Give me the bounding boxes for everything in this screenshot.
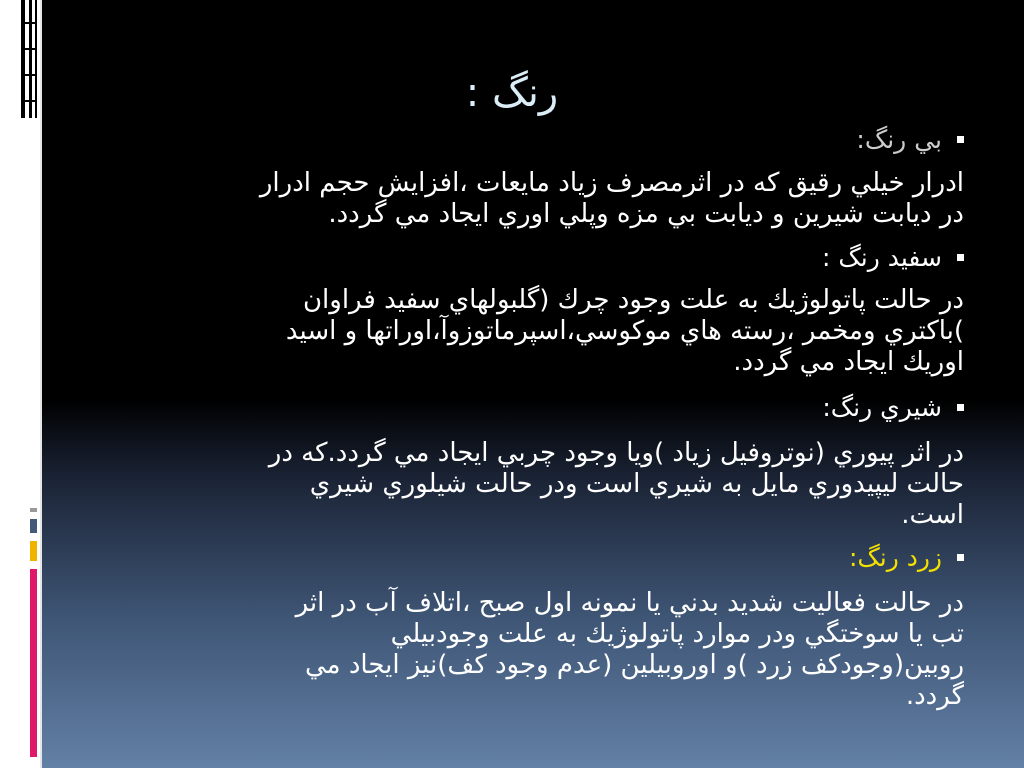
body-line: گردد. [905,681,964,711]
heading-label: زرد رنگ: [848,543,942,572]
square-bullet-icon [957,254,964,261]
bottom-decor-blocks [0,505,40,768]
heading-label: بي رنگ: [856,125,942,154]
section-heading-yellow [60,542,964,574]
section-heading-colorless [60,124,964,156]
section-body-milky [60,438,964,531]
heading-label: سفيد رنگ : [822,243,942,272]
slide-title: رنگ : [465,70,559,116]
body-line: )باكتري ومخمر ،رسته هاي موكوسي،اسپرماتوزوآ،اوراتها و اسيد [285,316,964,346]
section-body-white [60,285,964,378]
body-line: تب يا سوختگي ودر موارد پاتولوژيك به علت وجودبيلي [390,619,964,649]
body-line: در حالت پاتولوژيك به علت وجود چرك (گلبولهاي سفيد فراوان [302,285,964,315]
body-line: حالت ليپيدوري مايل به شيري است ودر حالت شيلوري شيري [309,469,964,499]
section-body-colorless [60,168,964,230]
body-line: در اثر پيوري (نوتروفيل زياد )ويا وجود چربي ايجاد مي گردد.كه در [268,438,964,468]
body-line: است. [901,500,964,530]
body-line: در حالت فعاليت شديد بدني يا نمونه اول صبح ،اتلاف آب در اثر [295,588,964,618]
slide-content [60,0,964,768]
body-line: روبين(وجودكف زرد )و اوروبيلين (عدم وجود كف)نيز ايجاد مي [304,650,964,680]
square-bullet-icon [957,554,964,561]
body-line: ادرار خيلي رقيق كه در اثرمصرف زياد مايعات ،افزايش حجم ادرار [259,168,964,198]
section-body-yellow [60,588,964,712]
body-line: اوريك ايجاد مي گردد. [733,347,964,377]
section-heading-milky [60,392,964,424]
section-heading-white [60,242,964,274]
top-decor-stripes [0,0,40,130]
square-bullet-icon [957,404,964,411]
body-line: در ديابت شيرين و ديابت بي مزه وپلي اوري ايجاد مي گردد. [328,199,964,229]
heading-label: شيري رنگ: [822,393,942,422]
square-bullet-icon [957,136,964,143]
